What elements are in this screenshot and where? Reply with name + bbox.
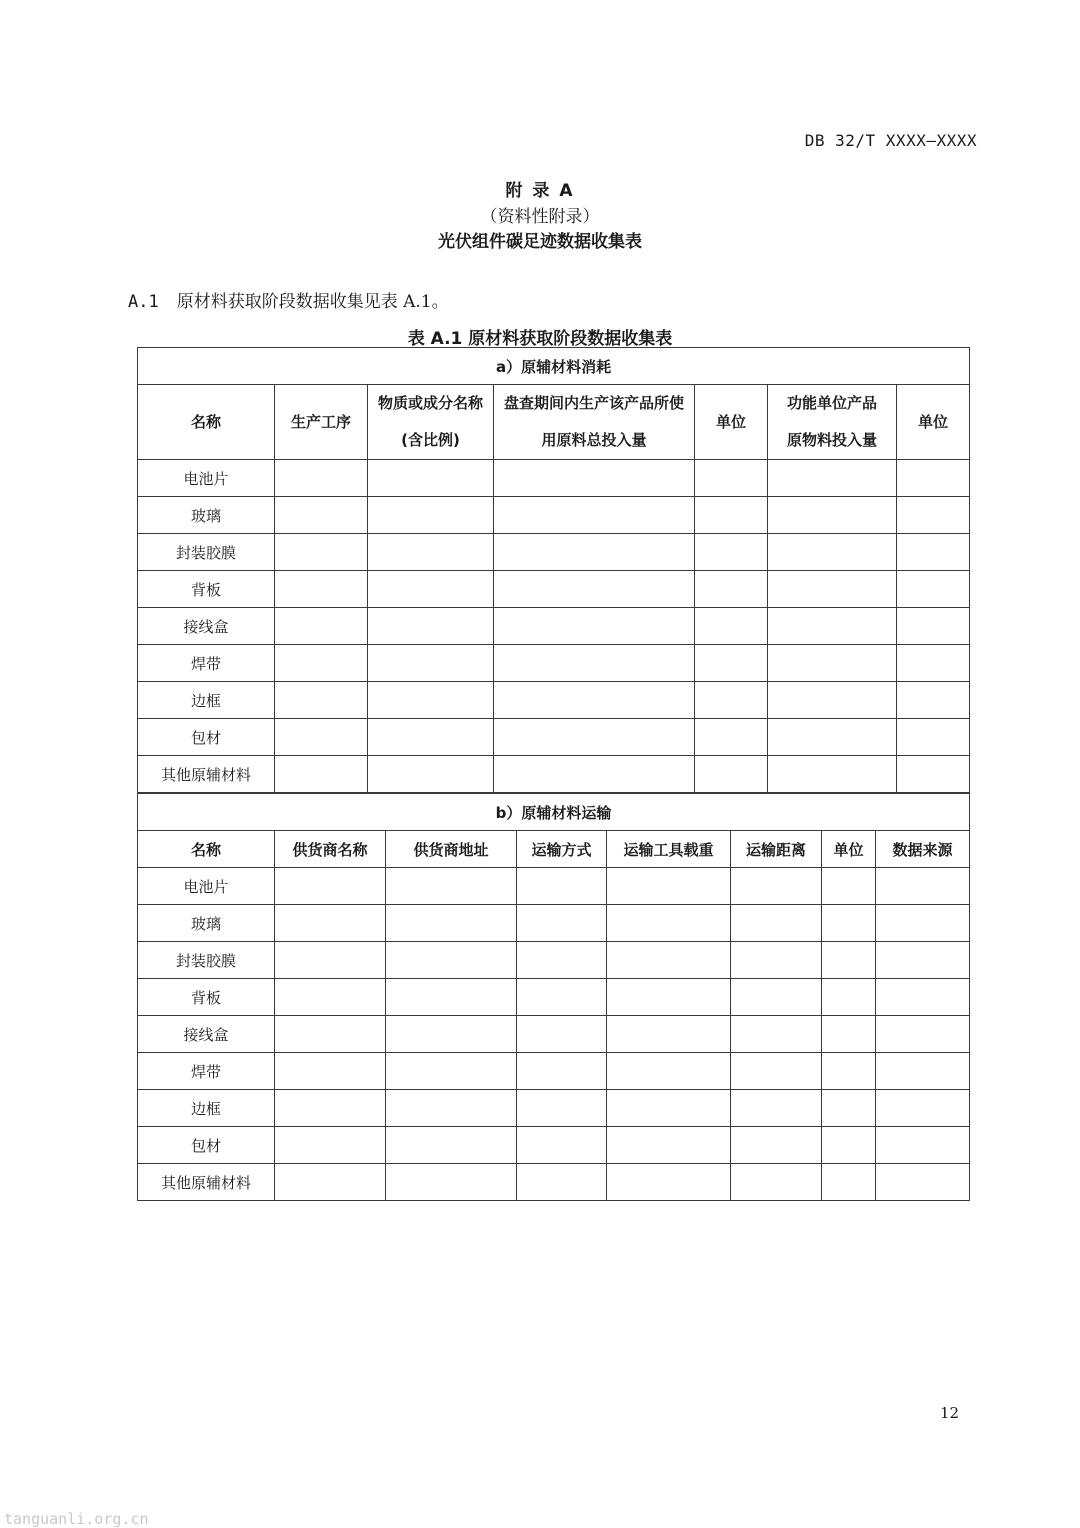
material-transport-table: [137, 793, 970, 1201]
row-name-cell: 电池片: [138, 868, 275, 905]
empty-input-cell[interactable]: [897, 460, 970, 497]
empty-input-cell[interactable]: [897, 608, 970, 645]
row-name-cell: 其他原辅材料: [138, 1164, 275, 1201]
empty-input-cell[interactable]: [275, 868, 386, 905]
empty-input-cell[interactable]: [731, 1164, 822, 1201]
row-name-cell: 接线盒: [138, 608, 275, 645]
empty-input-cell[interactable]: [607, 1164, 731, 1201]
table-row: [138, 497, 970, 534]
table-row: [138, 868, 970, 905]
empty-input-cell[interactable]: [275, 1164, 386, 1201]
row-name-cell: 包材: [138, 1127, 275, 1164]
empty-input-cell[interactable]: [876, 1053, 970, 1090]
empty-input-cell[interactable]: [768, 460, 897, 497]
empty-input-cell[interactable]: [822, 868, 876, 905]
section-b-title: b）原辅材料运输: [138, 794, 970, 831]
empty-input-cell[interactable]: [768, 608, 897, 645]
empty-input-cell[interactable]: [822, 1127, 876, 1164]
empty-input-cell[interactable]: [368, 645, 494, 682]
row-name-cell: 边框: [138, 682, 275, 719]
section-a-title: a）原辅材料消耗: [138, 348, 970, 385]
empty-input-cell[interactable]: [275, 571, 368, 608]
empty-input-cell[interactable]: [275, 460, 368, 497]
empty-input-cell[interactable]: [768, 719, 897, 756]
table-row: [138, 942, 970, 979]
empty-input-cell[interactable]: [768, 497, 897, 534]
empty-input-cell[interactable]: [368, 497, 494, 534]
col-header: 物质或成分名称(含比例): [368, 385, 494, 460]
empty-input-cell[interactable]: [607, 1016, 731, 1053]
empty-input-cell[interactable]: [695, 497, 768, 534]
empty-input-cell[interactable]: [695, 534, 768, 571]
clause-text: 原材料获取阶段数据收集见表 A.1。: [176, 292, 449, 312]
appendix-type: （资料性附录）: [480, 207, 600, 227]
empty-input-cell[interactable]: [695, 571, 768, 608]
col-header: 单位: [695, 385, 768, 460]
empty-input-cell[interactable]: [275, 1053, 386, 1090]
empty-input-cell[interactable]: [386, 1016, 517, 1053]
empty-input-cell[interactable]: [275, 905, 386, 942]
empty-input-cell[interactable]: [275, 645, 368, 682]
table-row: [138, 682, 970, 719]
empty-input-cell[interactable]: [607, 868, 731, 905]
empty-input-cell[interactable]: [275, 719, 368, 756]
empty-input-cell[interactable]: [731, 1127, 822, 1164]
empty-input-cell[interactable]: [731, 1016, 822, 1053]
empty-input-cell[interactable]: [494, 719, 695, 756]
empty-input-cell[interactable]: [368, 719, 494, 756]
empty-input-cell[interactable]: [275, 608, 368, 645]
section-a-header-row: [138, 385, 970, 460]
empty-input-cell[interactable]: [517, 905, 607, 942]
empty-input-cell[interactable]: [517, 1053, 607, 1090]
empty-input-cell[interactable]: [517, 1090, 607, 1127]
empty-input-cell[interactable]: [695, 608, 768, 645]
empty-input-cell[interactable]: [695, 682, 768, 719]
empty-input-cell[interactable]: [695, 645, 768, 682]
table-row: [138, 905, 970, 942]
empty-input-cell[interactable]: [368, 534, 494, 571]
empty-input-cell[interactable]: [731, 1053, 822, 1090]
empty-input-cell[interactable]: [768, 682, 897, 719]
empty-input-cell[interactable]: [275, 1127, 386, 1164]
empty-input-cell[interactable]: [494, 571, 695, 608]
empty-input-cell[interactable]: [822, 1053, 876, 1090]
col-header: 盘查期间内生产该产品所使用原料总投入量: [494, 385, 695, 460]
empty-input-cell[interactable]: [494, 497, 695, 534]
empty-input-cell[interactable]: [607, 942, 731, 979]
table-row: [138, 571, 970, 608]
table-row: [138, 645, 970, 682]
empty-input-cell[interactable]: [275, 756, 368, 793]
empty-input-cell[interactable]: [517, 868, 607, 905]
empty-input-cell[interactable]: [607, 1127, 731, 1164]
material-consumption-table: [137, 347, 970, 793]
col-header: 单位: [897, 385, 970, 460]
row-name-cell: 背板: [138, 979, 275, 1016]
col-header: 名称: [138, 385, 275, 460]
empty-input-cell[interactable]: [876, 1016, 970, 1053]
empty-input-cell[interactable]: [386, 1164, 517, 1201]
row-name-cell: 包材: [138, 719, 275, 756]
empty-input-cell[interactable]: [695, 756, 768, 793]
row-name-cell: 接线盒: [138, 1016, 275, 1053]
empty-input-cell[interactable]: [386, 905, 517, 942]
empty-input-cell[interactable]: [876, 1090, 970, 1127]
empty-input-cell[interactable]: [897, 497, 970, 534]
table-row: [138, 1016, 970, 1053]
empty-input-cell[interactable]: [607, 1090, 731, 1127]
table-row: [138, 1127, 970, 1164]
empty-input-cell[interactable]: [822, 905, 876, 942]
col-header: 功能单位产品原物料投入量: [768, 385, 897, 460]
col-header: 数据来源: [876, 831, 970, 868]
empty-input-cell[interactable]: [695, 719, 768, 756]
empty-input-cell[interactable]: [368, 608, 494, 645]
empty-input-cell[interactable]: [876, 1127, 970, 1164]
empty-input-cell[interactable]: [876, 868, 970, 905]
table-row: [138, 719, 970, 756]
appendix-title: 附 录 A: [505, 181, 575, 201]
col-header: 运输工具载重: [607, 831, 731, 868]
empty-input-cell[interactable]: [517, 1016, 607, 1053]
appendix-name: 光伏组件碳足迹数据收集表: [438, 232, 642, 252]
empty-input-cell[interactable]: [876, 979, 970, 1016]
empty-input-cell[interactable]: [897, 534, 970, 571]
row-name-cell: 其他原辅材料: [138, 756, 275, 793]
page-number: 12: [940, 1404, 960, 1422]
empty-input-cell[interactable]: [517, 942, 607, 979]
row-name-cell: 焊带: [138, 1053, 275, 1090]
row-name-cell: 背板: [138, 571, 275, 608]
empty-input-cell[interactable]: [822, 1164, 876, 1201]
col-header: 供货商地址: [386, 831, 517, 868]
empty-input-cell[interactable]: [368, 682, 494, 719]
table-title: 表 A.1 原材料获取阶段数据收集表: [407, 329, 673, 349]
empty-input-cell[interactable]: [494, 645, 695, 682]
empty-input-cell[interactable]: [368, 571, 494, 608]
col-header: 运输距离: [731, 831, 822, 868]
empty-input-cell[interactable]: [731, 905, 822, 942]
empty-input-cell[interactable]: [607, 979, 731, 1016]
empty-input-cell[interactable]: [822, 1090, 876, 1127]
row-name-cell: 焊带: [138, 645, 275, 682]
table-row: [138, 1053, 970, 1090]
empty-input-cell[interactable]: [368, 756, 494, 793]
standard-code: DB 32/T XXXX—XXXX: [804, 131, 977, 150]
empty-input-cell[interactable]: [517, 1164, 607, 1201]
empty-input-cell[interactable]: [731, 979, 822, 1016]
empty-input-cell[interactable]: [386, 868, 517, 905]
row-name-cell: 电池片: [138, 460, 275, 497]
row-name-cell: 封装胶膜: [138, 534, 275, 571]
empty-input-cell[interactable]: [607, 1053, 731, 1090]
empty-input-cell[interactable]: [822, 979, 876, 1016]
empty-input-cell[interactable]: [275, 1090, 386, 1127]
table-row: [138, 608, 970, 645]
empty-input-cell[interactable]: [275, 1016, 386, 1053]
row-name-cell: 边框: [138, 1090, 275, 1127]
empty-input-cell[interactable]: [695, 460, 768, 497]
col-header: 生产工序: [275, 385, 368, 460]
empty-input-cell[interactable]: [386, 1053, 517, 1090]
empty-input-cell[interactable]: [897, 571, 970, 608]
table-row: [138, 979, 970, 1016]
col-header: 名称: [138, 831, 275, 868]
empty-input-cell[interactable]: [731, 942, 822, 979]
col-header: 运输方式: [517, 831, 607, 868]
empty-input-cell[interactable]: [368, 460, 494, 497]
empty-input-cell[interactable]: [386, 979, 517, 1016]
row-name-cell: 玻璃: [138, 497, 275, 534]
empty-input-cell[interactable]: [386, 942, 517, 979]
empty-input-cell[interactable]: [876, 942, 970, 979]
empty-input-cell[interactable]: [517, 979, 607, 1016]
row-name-cell: 玻璃: [138, 905, 275, 942]
empty-input-cell[interactable]: [822, 1016, 876, 1053]
empty-input-cell[interactable]: [386, 1127, 517, 1164]
empty-input-cell[interactable]: [731, 1090, 822, 1127]
empty-input-cell[interactable]: [897, 719, 970, 756]
empty-input-cell[interactable]: [897, 682, 970, 719]
empty-input-cell[interactable]: [876, 1164, 970, 1201]
empty-input-cell[interactable]: [768, 571, 897, 608]
section-b-header-row: [138, 831, 970, 868]
empty-input-cell[interactable]: [768, 645, 897, 682]
empty-input-cell[interactable]: [275, 979, 386, 1016]
table-row: [138, 756, 970, 793]
empty-input-cell[interactable]: [731, 868, 822, 905]
empty-input-cell[interactable]: [275, 942, 386, 979]
col-header: 单位: [822, 831, 876, 868]
empty-input-cell[interactable]: [275, 534, 368, 571]
empty-input-cell[interactable]: [494, 682, 695, 719]
empty-input-cell[interactable]: [876, 905, 970, 942]
empty-input-cell[interactable]: [386, 1090, 517, 1127]
clause-a1: [128, 287, 449, 312]
empty-input-cell[interactable]: [897, 645, 970, 682]
empty-input-cell[interactable]: [494, 756, 695, 793]
table-row: [138, 460, 970, 497]
table-row: [138, 1164, 970, 1201]
table-row: [138, 534, 970, 571]
empty-input-cell[interactable]: [607, 905, 731, 942]
col-header: 供货商名称: [275, 831, 386, 868]
clause-number: A.1: [128, 292, 159, 312]
empty-input-cell[interactable]: [897, 756, 970, 793]
empty-input-cell[interactable]: [822, 942, 876, 979]
empty-input-cell[interactable]: [275, 497, 368, 534]
empty-input-cell[interactable]: [494, 608, 695, 645]
empty-input-cell[interactable]: [494, 460, 695, 497]
empty-input-cell[interactable]: [517, 1127, 607, 1164]
empty-input-cell[interactable]: [275, 682, 368, 719]
table-row: [138, 1090, 970, 1127]
empty-input-cell[interactable]: [768, 534, 897, 571]
empty-input-cell[interactable]: [768, 756, 897, 793]
empty-input-cell[interactable]: [494, 534, 695, 571]
watermark: tanguanli.org.cn: [4, 1510, 149, 1528]
row-name-cell: 封装胶膜: [138, 942, 275, 979]
